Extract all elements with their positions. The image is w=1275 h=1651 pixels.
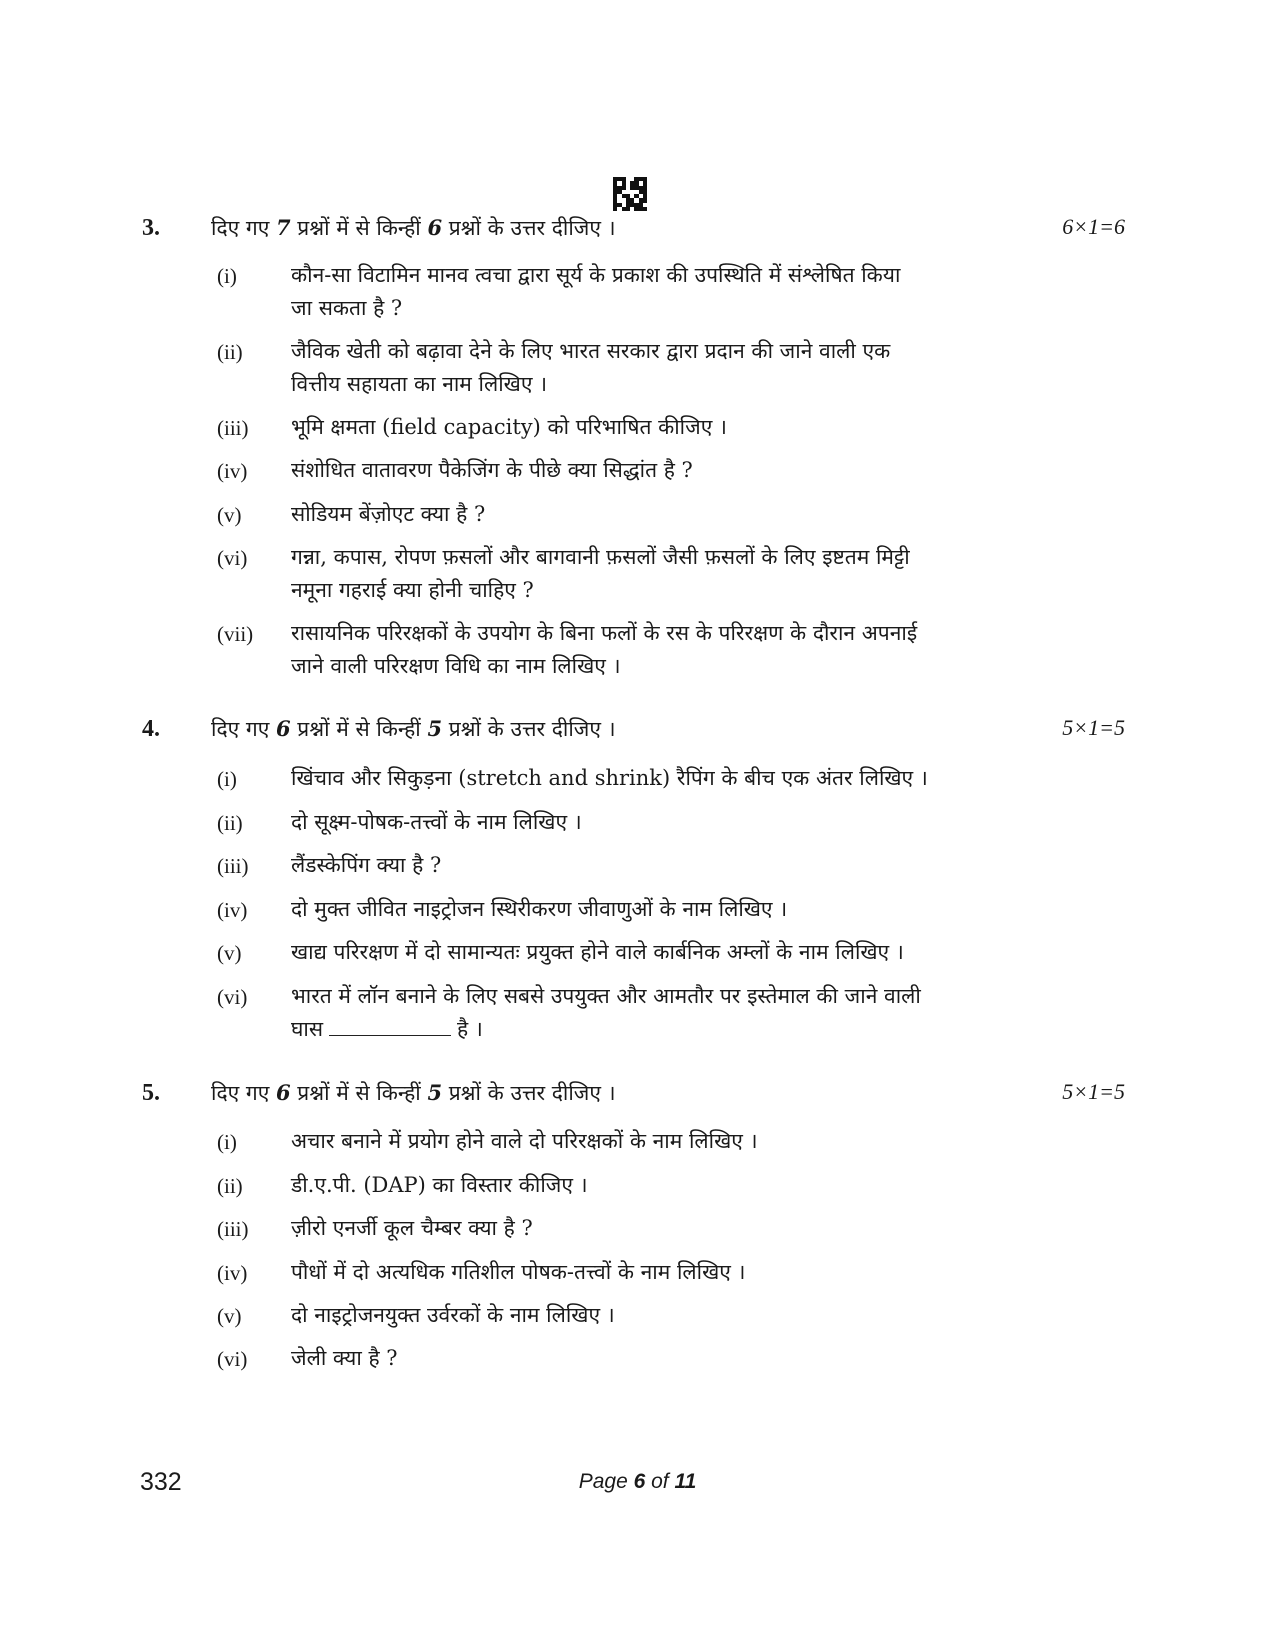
sub-question-number: (vi)	[217, 1347, 248, 1371]
question-instruction: दिए गए 6 प्रश्नों में से किन्हीं 5 प्रश्नों के उत्तर दीजिए ।	[211, 716, 616, 741]
sub-question-number: (i)	[217, 767, 237, 791]
page-number: Page 6 of 11	[578, 1470, 697, 1493]
fill-in-blank	[329, 1015, 451, 1036]
sub-question-text: गन्ना, कपास, रोपण फ़सलों और बागवानी फ़सलों जैसी फ़सलों के लिए इष्टतम मिट्टी नमूना गहराई क्या होनी चाहिए ?	[291, 545, 910, 602]
sub-question-text: कौन-सा विटामिन मानव त्वचा द्वारा सूर्य के प्रकाश की उपस्थिति में संश्लेषित किया जा सकता है ?	[291, 263, 901, 320]
sub-question-text: जैविक खेती को बढ़ावा देने के लिए भारत सरकार द्वारा प्रदान की जाने वाली एक वित्तीय सहायता का नाम लिखिए ।	[291, 339, 891, 396]
paper-code: 332	[140, 1468, 182, 1496]
qr-code-icon	[613, 177, 647, 211]
sub-question-number: (v)	[217, 1304, 242, 1328]
sub-question-text: दो नाइट्रोजनयुक्त उर्वरकों के नाम लिखिए ।	[291, 1303, 615, 1327]
sub-question-text: अचार बनाने में प्रयोग होने वाले दो परिरक्षकों के नाम लिखिए ।	[291, 1129, 758, 1153]
sub-question-number: (vii)	[217, 622, 254, 646]
question-instruction: दिए गए 6 प्रश्नों में से किन्हीं 5 प्रश्नों के उत्तर दीजिए ।	[211, 1080, 616, 1105]
sub-question-number: (i)	[217, 264, 237, 288]
sub-question-number: (ii)	[217, 1174, 243, 1198]
sub-question-number: (i)	[217, 1130, 237, 1154]
sub-question-number: (iii)	[217, 854, 249, 878]
sub-question-text: खिंचाव और सिकुड़ना (stretch and shrink) रैपिंग के बीच एक अंतर लिखिए ।	[291, 766, 928, 790]
sub-question-text: संशोधित वातावरण पैकेजिंग के पीछे क्या सिद्धांत है ?	[291, 458, 693, 482]
question-instruction: दिए गए 7 प्रश्नों में से किन्हीं 6 प्रश्नों के उत्तर दीजिए ।	[211, 215, 616, 240]
marks-allocation: 5×1=5	[1062, 1079, 1125, 1104]
sub-question-text: रासायनिक परिरक्षकों के उपयोग के बिना फलों के रस के परिरक्षण के दौरान अपनाई जाने वाली परिरक्षण विधि का नाम लिखिए ।	[291, 621, 918, 678]
sub-question-text: सोडियम बेंज़ोएट क्या है ?	[291, 502, 486, 526]
sub-question-text: जेली क्या है ?	[291, 1346, 398, 1370]
sub-question-number: (iv)	[217, 1261, 248, 1285]
marks-allocation: 5×1=5	[1062, 715, 1125, 740]
sub-question-text: खाद्य परिरक्षण में दो सामान्यतः प्रयुक्त होने वाले कार्बनिक अम्लों के नाम लिखिए ।	[291, 940, 904, 964]
sub-question-text: डी.ए.पी. (DAP) का विस्तार कीजिए ।	[291, 1173, 588, 1197]
sub-question-text: ज़ीरो एनर्जी कूल चैम्बर क्या है ?	[291, 1216, 533, 1240]
sub-question-text: दो सूक्ष्म-पोषक-तत्त्वों के नाम लिखिए ।	[291, 810, 582, 834]
question-number: 4.	[142, 716, 160, 742]
sub-question-number: (v)	[217, 503, 242, 527]
sub-question-text: दो मुक्त जीवित नाइट्रोजन स्थिरीकरण जीवाणुओं के नाम लिखिए ।	[291, 897, 788, 921]
sub-question-text: लैंडस्केपिंग क्या है ?	[291, 853, 442, 877]
sub-question-text: भूमि क्षमता (field capacity) को परिभाषित कीजिए ।	[291, 415, 727, 439]
sub-question-number: (vi)	[217, 985, 248, 1009]
sub-question-number: (iii)	[217, 1217, 249, 1241]
marks-allocation: 6×1=6	[1062, 214, 1125, 239]
sub-question-number: (iii)	[217, 416, 249, 440]
sub-question-text: पौधों में दो अत्यधिक गतिशील पोषक-तत्त्वों के नाम लिखिए ।	[291, 1260, 746, 1284]
sub-question-number: (vi)	[217, 546, 248, 570]
sub-question-number: (iv)	[217, 898, 248, 922]
sub-question-number: (ii)	[217, 340, 243, 364]
sub-question-number: (v)	[217, 941, 242, 965]
sub-question-text: भारत में लॉन बनाने के लिए सबसे उपयुक्त और आमतौर पर इस्तेमाल की जाने वाली घास है ।	[291, 984, 921, 1041]
sub-question-number: (ii)	[217, 811, 243, 835]
question-number: 5.	[142, 1080, 160, 1106]
question-number: 3.	[142, 215, 160, 241]
sub-question-number: (iv)	[217, 459, 248, 483]
